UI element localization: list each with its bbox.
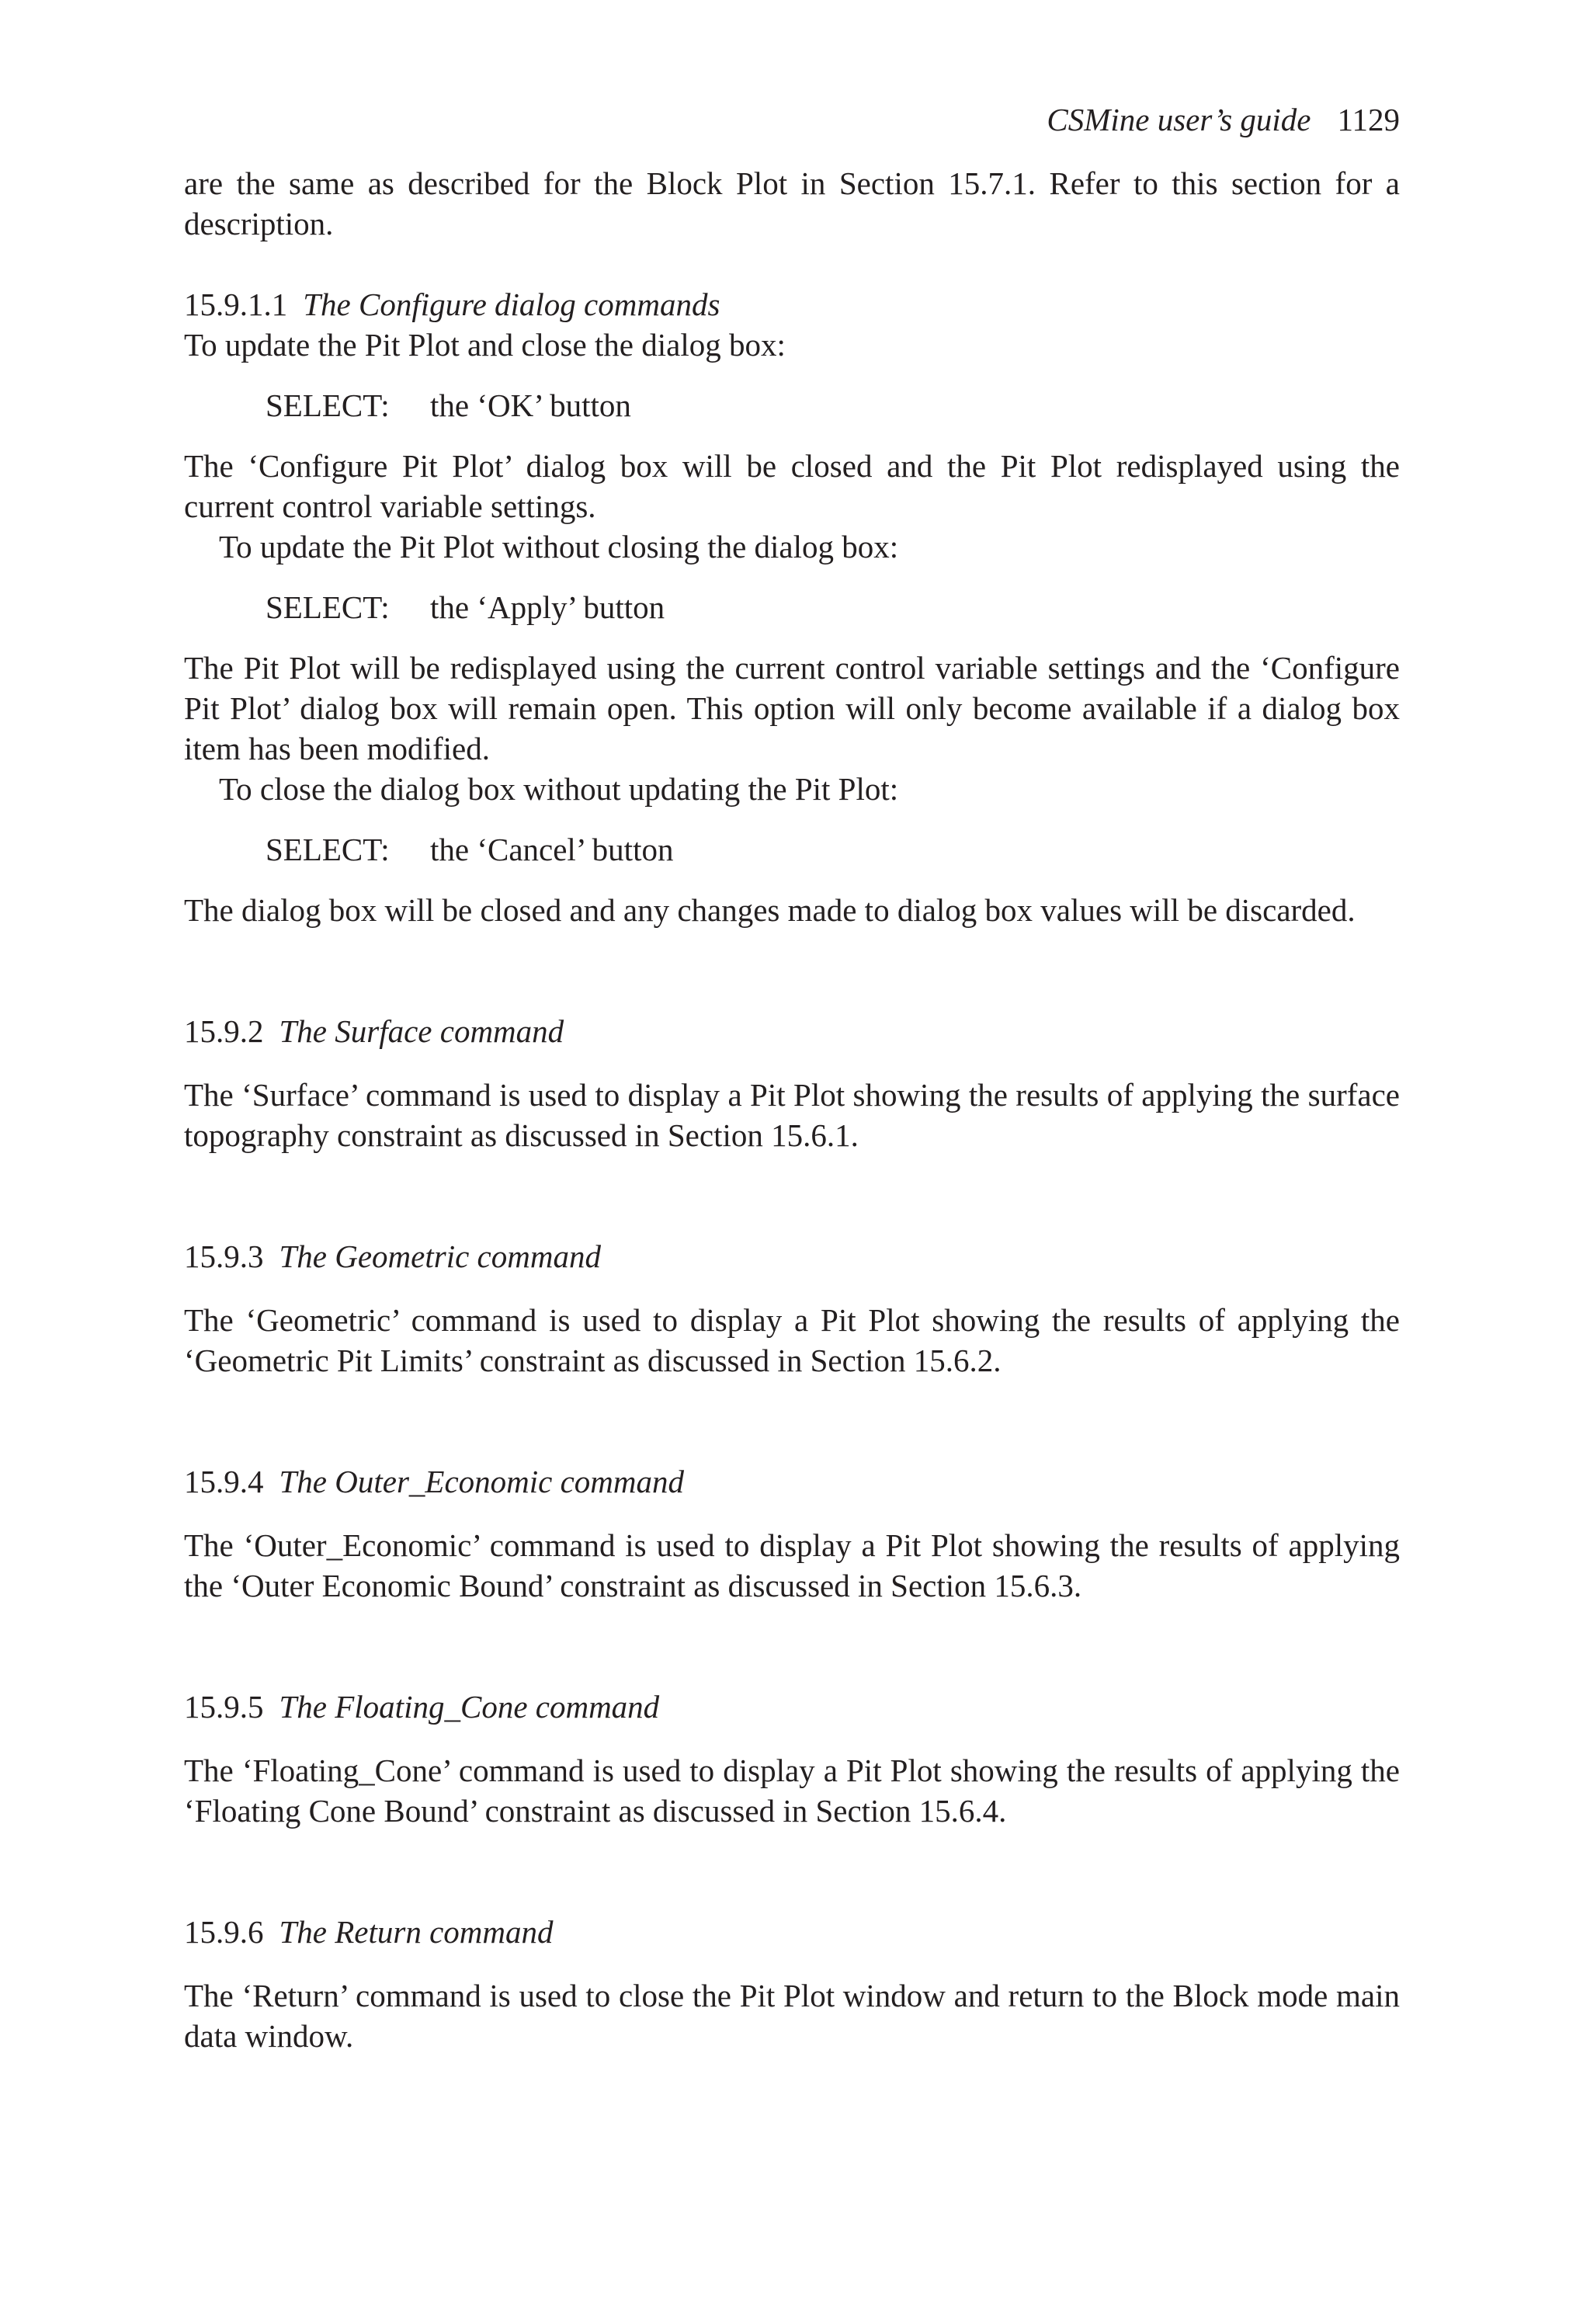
subsection-paragraph-1: To update the Pit Plot and close the dialog box: xyxy=(184,327,786,363)
section-title: The Floating_Cone command xyxy=(279,1689,660,1725)
section-title: The Geometric command xyxy=(279,1238,601,1274)
running-header-title: CSMine user’s guide xyxy=(1047,102,1311,137)
section-body: The ‘Floating_Cone’ command is used to display a Pit Plot showing the results of applying the ‘Floating Cone Bound’ constraint as discussed in Section 15.6.4. xyxy=(184,1753,1400,1829)
section-body: The ‘Geometric’ command is used to display a Pit Plot showing the results of applying the ‘Geometric Pit Limits’ constraint as discussed in Section 15.6.2. xyxy=(184,1302,1400,1378)
section-heading xyxy=(184,1011,1400,1051)
select-instruction-cancel xyxy=(184,829,1400,870)
section-number: 15.9.3 xyxy=(184,1238,264,1274)
document-page xyxy=(184,99,1400,2056)
subsection-paragraph-2: The ‘Configure Pit Plot’ dialog box will be closed and the Pit Plot redisplayed using the current control variable settings. xyxy=(184,448,1400,524)
section-number: 15.9.4 xyxy=(184,1464,264,1499)
select-value: the ‘Cancel’ button xyxy=(430,832,674,867)
select-instruction-ok xyxy=(184,385,1400,426)
section-number: 15.9.2 xyxy=(184,1013,264,1049)
section-body: The ‘Surface’ command is used to display a Pit Plot showing the results of applying the surface topography constraint as discussed in Section 15.6.1. xyxy=(184,1077,1400,1153)
select-key: SELECT: xyxy=(266,589,390,625)
subsection-paragraph-6: The dialog box will be closed and any changes made to dialog box values will be discarded. xyxy=(184,892,1356,928)
subsection-heading xyxy=(184,284,1400,325)
select-value: the ‘OK’ button xyxy=(430,387,631,423)
select-instruction-apply xyxy=(184,587,1400,627)
section-body: The ‘Outer_Economic’ command is used to display a Pit Plot showing the results of applying the ‘Outer Economic Bound’ constraint as discussed in Section 15.6.3. xyxy=(184,1527,1400,1603)
select-key: SELECT: xyxy=(266,832,390,867)
section-heading xyxy=(184,1236,1400,1277)
section-title: The Return command xyxy=(279,1914,554,1950)
intro-paragraph: are the same as described for the Block Plot in Section 15.7.1. Refer to this section for a description. xyxy=(184,165,1400,241)
subsection-paragraph-5: To close the dialog box without updating the Pit Plot: xyxy=(219,771,899,807)
page-number: 1129 xyxy=(1337,102,1400,137)
section-body: The ‘Return’ command is used to close the Pit Plot window and return to the Block mode main data window. xyxy=(184,1978,1400,2054)
section-heading xyxy=(184,1687,1400,1727)
subsection-paragraph-4: The Pit Plot will be redisplayed using the current control variable settings and the ‘Configure Pit Plot’ dialog box will remain open. This option will only become available if a dialog box item has been modified. xyxy=(184,650,1400,766)
section-heading xyxy=(184,1461,1400,1502)
select-value: the ‘Apply’ button xyxy=(430,589,665,625)
section-title: The Outer_Economic command xyxy=(279,1464,685,1499)
section-number: 15.9.6 xyxy=(184,1914,264,1950)
subsection-paragraph-3: To update the Pit Plot without closing the dialog box: xyxy=(219,529,899,564)
section-title: The Surface command xyxy=(279,1013,564,1049)
subsection-title: The Configure dialog commands xyxy=(303,287,720,322)
select-key: SELECT: xyxy=(266,387,390,423)
section-number: 15.9.5 xyxy=(184,1689,264,1725)
section-heading xyxy=(184,1912,1400,1952)
running-header xyxy=(184,99,1400,140)
subsection-number: 15.9.1.1 xyxy=(184,287,288,322)
